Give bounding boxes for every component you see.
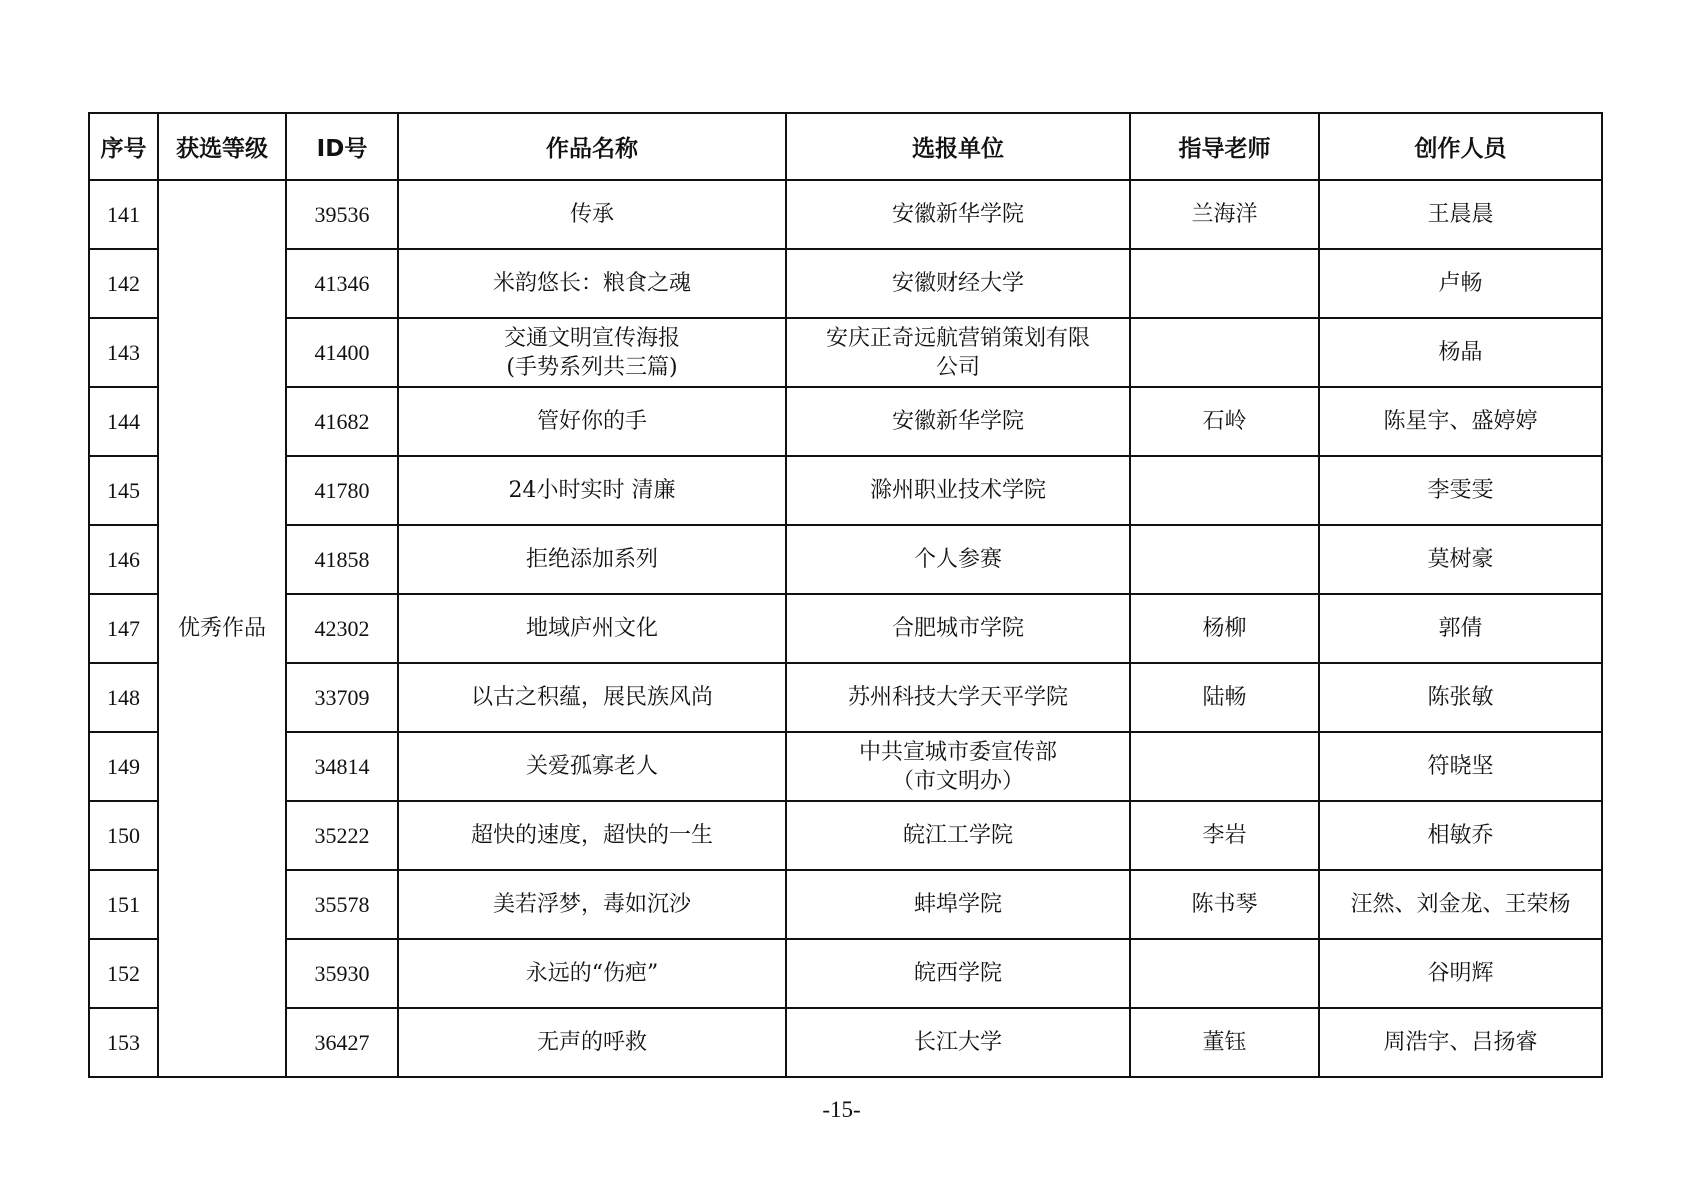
title-line: 拒绝添加系列 [525,547,658,572]
unit-line: 蚌埠学院 [913,892,1002,917]
table-row [89,387,1602,456]
awards-table [88,112,1603,1078]
cell-title [398,663,786,732]
table-row [89,318,1602,387]
table-body [89,180,1602,1077]
table-row [89,525,1602,594]
cell-teacher: 兰海洋 [1130,180,1319,249]
page-number: -15- [822,1097,861,1122]
unit-line: 滁州职业技术学院 [869,478,1046,503]
title-line: 米韵悠长：粮食之魂 [492,271,691,296]
cell-teacher: 陆畅 [1130,663,1319,732]
title-line: 以古之积蕴，展民族风尚 [470,685,713,710]
table-row [89,939,1602,1008]
title-line: 无声的呼救 [536,1030,647,1055]
cell-serial: 148 [89,663,158,732]
cell-creators: 陈星宇、盛婷婷 [1319,387,1602,456]
cell-title [398,525,786,594]
header-unit: 选报单位 [786,113,1130,180]
unit-line: 长江大学 [913,1030,1002,1055]
cell-unit [786,456,1130,525]
cell-title [398,249,786,318]
cell-title [398,1008,786,1077]
cell-teacher: 董钰 [1130,1008,1319,1077]
title-line: 美若浮梦，毒如沉沙 [492,892,691,917]
cell-creators: 李雯雯 [1319,456,1602,525]
cell-level: 优秀作品 [158,180,286,1077]
cell-id: 39536 [286,180,398,249]
cell-title [398,732,786,801]
cell-serial: 146 [89,525,158,594]
cell-teacher: 石岭 [1130,387,1319,456]
cell-id: 41780 [286,456,398,525]
unit-line: 公司 [935,354,980,380]
unit-line: 安徽新华学院 [891,409,1024,434]
unit-line: 中共宣城市委宣传部 [858,739,1057,765]
unit-line: 个人参赛 [913,547,1002,572]
table-row [89,180,1602,249]
unit-line: 合肥城市学院 [891,616,1024,641]
header-serial: 序号 [89,113,158,180]
table-row [89,732,1602,801]
cell-serial: 153 [89,1008,158,1077]
cell-unit [786,525,1130,594]
cell-unit [786,180,1130,249]
cell-unit [786,387,1130,456]
unit-line: 安庆正奇远航营销策划有限 [825,325,1090,351]
cell-unit [786,249,1130,318]
cell-creators: 王晨晨 [1319,180,1602,249]
unit-line: 皖江工学院 [902,823,1013,848]
table-row [89,249,1602,318]
cell-creators: 莫树豪 [1319,525,1602,594]
cell-id: 33709 [286,663,398,732]
cell-title [398,801,786,870]
cell-creators: 相敏乔 [1319,801,1602,870]
table-row [89,870,1602,939]
cell-title [398,318,786,387]
cell-teacher [1130,939,1319,1008]
cell-teacher [1130,525,1319,594]
cell-serial: 143 [89,318,158,387]
cell-serial: 149 [89,732,158,801]
cell-id: 42302 [286,594,398,663]
cell-creators: 符晓坚 [1319,732,1602,801]
cell-id: 34814 [286,732,398,801]
cell-unit [786,663,1130,732]
unit-line: 安徽财经大学 [891,271,1024,296]
cell-serial: 145 [89,456,158,525]
cell-unit [786,1008,1130,1077]
cell-title [398,939,786,1008]
cell-creators: 杨晶 [1319,318,1602,387]
cell-id: 35578 [286,870,398,939]
cell-serial: 151 [89,870,158,939]
cell-id: 41858 [286,525,398,594]
cell-title [398,456,786,525]
cell-id: 35930 [286,939,398,1008]
cell-unit [786,870,1130,939]
cell-creators: 谷明辉 [1319,939,1602,1008]
cell-teacher [1130,456,1319,525]
title-line: 永远的“伤疤” [525,961,659,986]
cell-unit [786,939,1130,1008]
cell-teacher [1130,249,1319,318]
header-title: 作品名称 [398,113,786,180]
cell-title [398,180,786,249]
cell-unit [786,732,1130,801]
unit-line: 安徽新华学院 [891,202,1024,227]
cell-teacher [1130,318,1319,387]
cell-serial: 150 [89,801,158,870]
cell-serial: 147 [89,594,158,663]
unit-line: 皖西学院 [913,961,1002,986]
cell-creators: 郭倩 [1319,594,1602,663]
header-teacher: 指导老师 [1130,113,1319,180]
title-line: 24小时实时 清廉 [508,478,676,503]
title-line: 管好你的手 [536,409,647,434]
header-creators: 创作人员 [1319,113,1602,180]
table-row [89,1008,1602,1077]
title-line: (手势系列共三篇) [506,354,678,380]
table-row [89,594,1602,663]
unit-line: 苏州科技大学天平学院 [847,685,1068,710]
cell-serial: 144 [89,387,158,456]
cell-creators: 周浩宇、吕扬睿 [1319,1008,1602,1077]
cell-teacher: 陈书琴 [1130,870,1319,939]
cell-id: 41400 [286,318,398,387]
cell-title [398,387,786,456]
title-line: 传承 [569,202,614,227]
cell-id: 41682 [286,387,398,456]
table-header-row [89,113,1602,180]
cell-title [398,870,786,939]
cell-creators: 陈张敏 [1319,663,1602,732]
cell-creators: 卢畅 [1319,249,1602,318]
cell-title [398,594,786,663]
unit-line: （市文明办） [891,768,1024,794]
table-row [89,801,1602,870]
title-line: 超快的速度，超快的一生 [470,823,713,848]
cell-creators: 汪然、刘金龙、王荣杨 [1319,870,1602,939]
cell-serial: 152 [89,939,158,1008]
cell-teacher: 李岩 [1130,801,1319,870]
header-id: ID号 [286,113,398,180]
cell-id: 35222 [286,801,398,870]
header-level: 获选等级 [158,113,286,180]
cell-serial: 142 [89,249,158,318]
cell-id: 36427 [286,1008,398,1077]
cell-serial: 141 [89,180,158,249]
cell-unit [786,318,1130,387]
title-line: 交通文明宣传海报 [503,325,680,351]
cell-id: 41346 [286,249,398,318]
cell-unit [786,594,1130,663]
cell-unit [786,801,1130,870]
title-line: 地域庐州文化 [525,616,658,641]
cell-teacher: 杨柳 [1130,594,1319,663]
title-line: 关爱孤寡老人 [525,754,658,779]
table-row [89,456,1602,525]
table-row [89,663,1602,732]
cell-teacher [1130,732,1319,801]
